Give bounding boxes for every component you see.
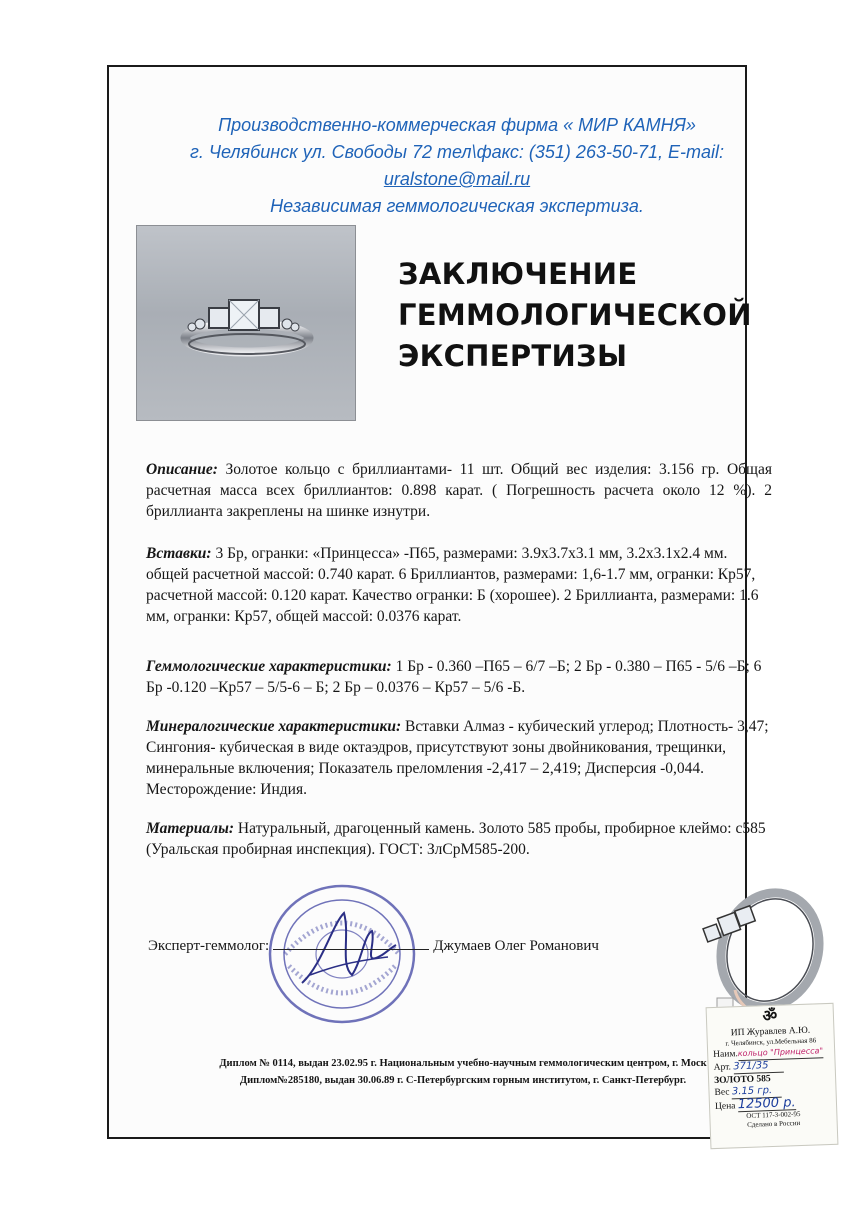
diploma-info [203, 1055, 723, 1089]
gemological-label: Геммологические характеристики: [146, 658, 392, 675]
signature-line [273, 935, 429, 950]
tag-price-label: Цена [714, 1101, 736, 1113]
expert-label: Эксперт-геммолог: [148, 938, 270, 954]
tag-ost: ОСТ 117-3-002-95 [746, 1110, 801, 1120]
title-line-3: ЭКСПЕРТИЗЫ [398, 339, 628, 373]
tag-price-value: 12500 р. [737, 1095, 796, 1113]
materials-label: Материалы: [146, 820, 235, 837]
company-tagline: Независимая геммологическая экспертиза. [270, 196, 644, 216]
inserts-section [146, 543, 772, 627]
tag-address: г. Челябинск, ул.Мебельная 86 [725, 1036, 817, 1048]
mineralogical-section [146, 716, 772, 800]
gemological-section [146, 656, 772, 698]
tag-weight-label: Вес [714, 1087, 730, 1099]
tag-art-label: Арт. [713, 1062, 732, 1074]
gemological-text: 1 Бр - 0.360 –П65 – 6/7 –Б; 2 Бр - 0.380 – П65 - 5/6 –Б; 6 Бр -0.120 –Кр57 – 5/5-6 – Б; 2 Бр – 0.0376 – Кр57 – 5/6 -Б. [146, 658, 762, 696]
diploma-line-2: Диплом№285180, выдан 30.06.89 г. С-Петербургским горным институтом, г. Санкт-Петербург. [239, 1075, 687, 1086]
tag-name-value: кольцо "Принцесса" [738, 1045, 824, 1061]
tag-name-label: Наим. [713, 1049, 738, 1061]
company-address: г. Челябинск ул. Свободы 72 тел\факс: (351) 263-50-71, E-mail: [189, 142, 725, 162]
tag-seller: ИП Журавлев А.Ю. [730, 1025, 811, 1039]
mineralogical-text: Вставки Алмаз - кубический углерод; Плотность- 3,47; Сингония- кубическая в виде октаэдров, присутствуют зоны двойникования, трещинки, минеральные включения; Показатель преломления -2,417 – 2,419; Дисперсия -0,044. Месторождение: Индия. [146, 718, 769, 798]
company-email-link[interactable]: uralstone@mail.ru [383, 169, 531, 189]
tag-weight-value: 3.15 гр. [732, 1085, 782, 1100]
price-tag [706, 1003, 839, 1149]
company-header [130, 112, 784, 220]
ring-image [137, 226, 355, 420]
document-title [398, 254, 752, 377]
inserts-text: 3 Бр, огранки: «Принцесса» -П65, размерами: 3.9х3.7х3.1 мм, 3.2х3.1х2.4 мм. общей расчетной массой: 0.740 карат. 6 Бриллиантов, размерами: 1,6-1.7 мм, огранки: Кр57, расчетной массой: 0.120 карат. Качество огранки: Б (хорошее). 2 Бриллианта, размерами: 1.6 мм, огранки: Кр57, общей массой: 0.0376 карат. [146, 545, 759, 625]
description-label: Описание: [146, 461, 218, 478]
materials-text: Натуральный, драгоценный камень. Золото 585 пробы, пробирное клеймо: с585 (Уральская пробирная инспекция). ГОСТ: ЗлСрМ585-200. [146, 820, 766, 858]
tag-made: Сделано в России [747, 1119, 801, 1129]
title-line-1: ЗАКЛЮЧЕНИЕ [398, 257, 638, 291]
materials-section [146, 818, 772, 860]
tag-gold: ЗОЛОТО 585 [713, 1074, 771, 1087]
diploma-line-1: Диплом № 0114, выдан 23.02.95 г. Национальным учебно-научным геммологическим центром, г. Моск [219, 1058, 707, 1069]
mineralogical-label: Минералогические характеристики: [146, 718, 402, 735]
tag-art-value: 371/35 [733, 1060, 783, 1075]
description-section [146, 459, 772, 522]
om-symbol-icon: ॐ [762, 1007, 778, 1026]
inserts-label: Вставки: [146, 545, 212, 562]
title-line-2: ГЕММОЛОГИЧЕСКОЙ [398, 298, 752, 332]
description-text: Золотое кольцо с бриллиантами- 11 шт. Общий вес изделия: 3.156 гр. Общая расчетная масса всех бриллиантов: 0.898 карат. ( Погрешность расчета около 12 %). 2 бриллианта закреплены на шинке изнутри. [146, 461, 772, 520]
ring-photo [136, 225, 356, 421]
company-name: Производственно-коммерческая фирма « МИР КАМНЯ» [218, 115, 696, 135]
expert-line [148, 935, 648, 955]
expert-name: Джумаев Олег Романович [433, 938, 599, 954]
